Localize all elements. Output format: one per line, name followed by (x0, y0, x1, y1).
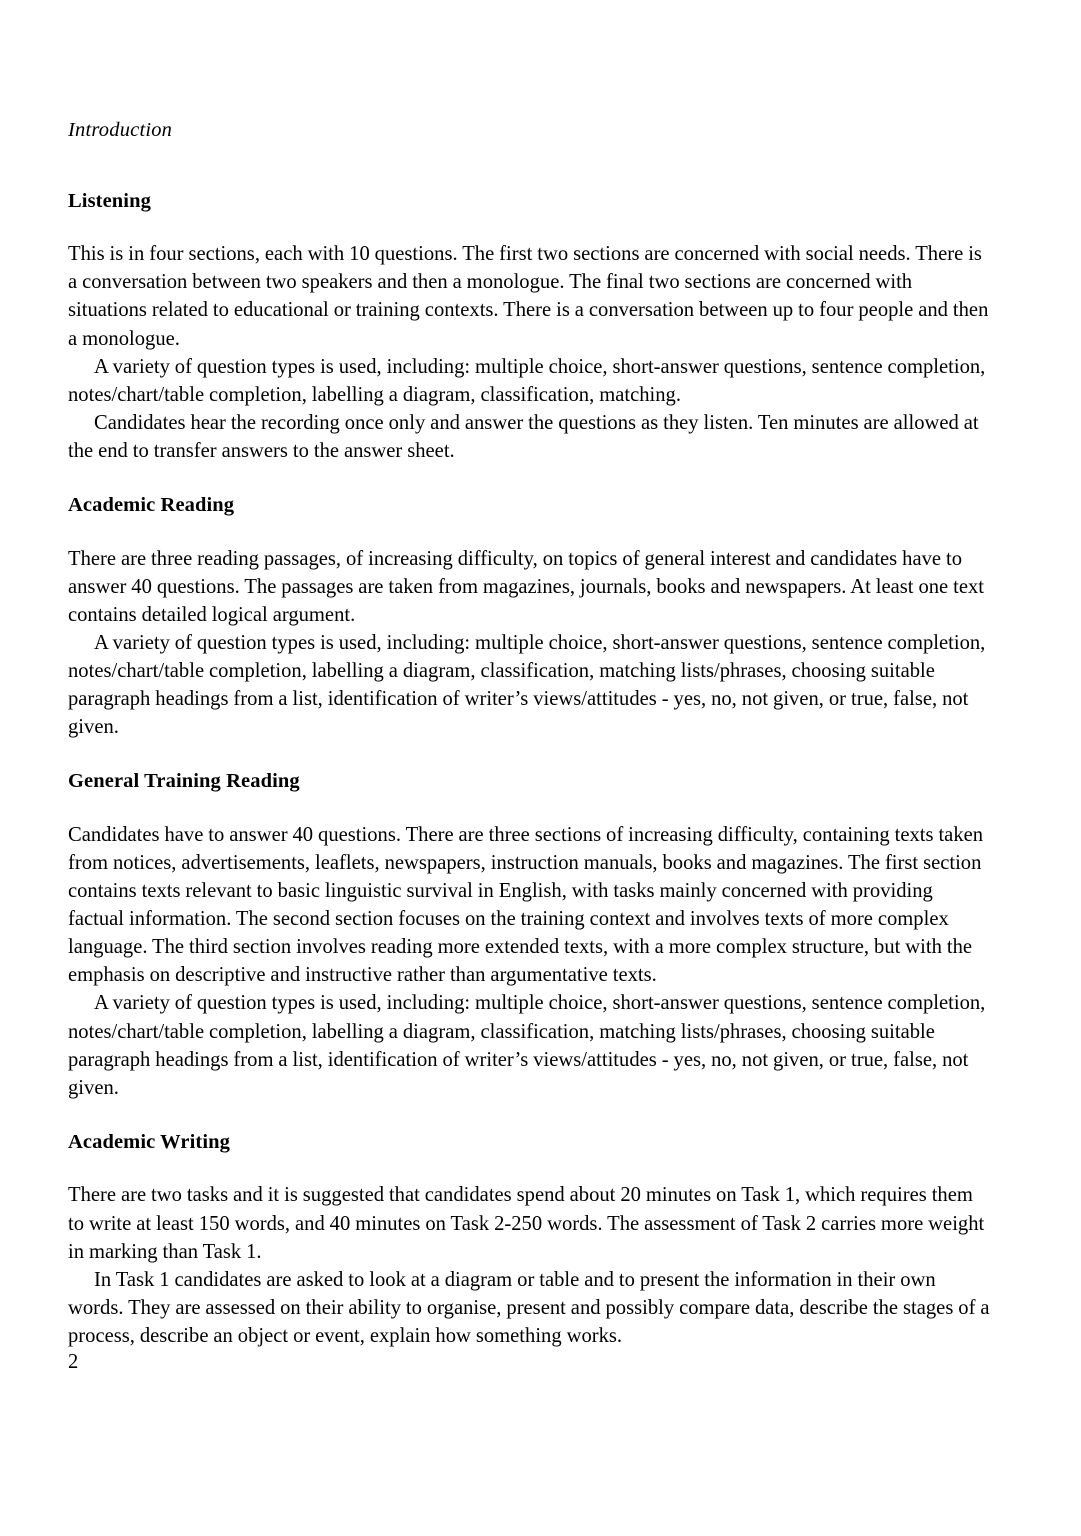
page-content (68, 118, 993, 1350)
paragraph: There are three reading passages, of increasing difficulty, on topics of general interest and candidates have to answer 40 questions. The passages are taken from magazines, journals, books and newspapers. At least one text contains detailed logical argument. (68, 547, 985, 626)
section-heading-listening: Listening (68, 189, 151, 212)
paragraph: A variety of question types is used, including: multiple choice, short-answer questions, sentence completion, notes/chart/table completion, labelling a diagram, classification, matching lists/phrases, choosing suitable paragraph headings from a list, identification of writer’s views/attitudes - yes, no, not given, or true, false, not given. (68, 992, 986, 1099)
section-academic-writing (68, 1130, 993, 1350)
section-heading-academic-writing: Academic Writing (68, 1130, 230, 1153)
paragraph: Candidates have to answer 40 questions. There are three sections of increasing difficulty, containing texts taken from notices, advertisements, leaflets, newspapers, instruction manuals, books and magazines. The first section contains texts relevant to basic linguistic survival in English, with tasks mainly concerned with providing factual information. The second section focuses on the training context and involves texts of more complex language. The third section involves reading more extended texts, with a more complex structure, but with the emphasis on descriptive and instructive rather than argumentative texts. (68, 823, 984, 987)
running-head: Introduction (68, 119, 173, 141)
paragraph: There are two tasks and it is suggested that candidates spend about 20 minutes on Task 1, which requires them to write at least 150 words, and 40 minutes on Task 2-250 words. The assessment of Task 2 carries more weight in marking than Task 1. (68, 1184, 985, 1263)
page-number: 2 (68, 1351, 79, 1373)
paragraph: A variety of question types is used, including: multiple choice, short-answer questions, sentence completion, notes/chart/table completion, labelling a diagram, classification, matching. (68, 355, 986, 406)
section-academic-reading (68, 493, 993, 741)
paragraph: Candidates hear the recording once only and answer the questions as they listen. Ten minutes are allowed at the end to transfer answers to the answer sheet. (68, 411, 979, 462)
section-listening (68, 189, 993, 465)
paragraph: This is in four sections, each with 10 questions. The first two sections are concerned with social needs. There is a conversation between two speakers and then a monologue. The final two sections are concerned with situations related to educational or training contexts. There is a conversation between up to four people and then a monologue. (68, 243, 989, 350)
section-heading-general-training-reading: General Training Reading (68, 770, 300, 793)
paragraph: A variety of question types is used, including: multiple choice, short-answer questions, sentence completion, notes/chart/table completion, labelling a diagram, classification, matching lists/phrases, choosing suitable paragraph headings from a list, identification of writer’s views/attitudes - yes, no, not given, or true, false, not given. (68, 631, 986, 739)
section-heading-academic-reading: Academic Reading (68, 493, 235, 516)
section-general-training-reading (68, 769, 993, 1102)
paragraph: In Task 1 candidates are asked to look at a diagram or table and to present the information in their own words. They are assessed on their ability to organise, present and possibly compare data, describe the stages of a process, describe an object or event, explain how something works. (68, 1268, 990, 1347)
